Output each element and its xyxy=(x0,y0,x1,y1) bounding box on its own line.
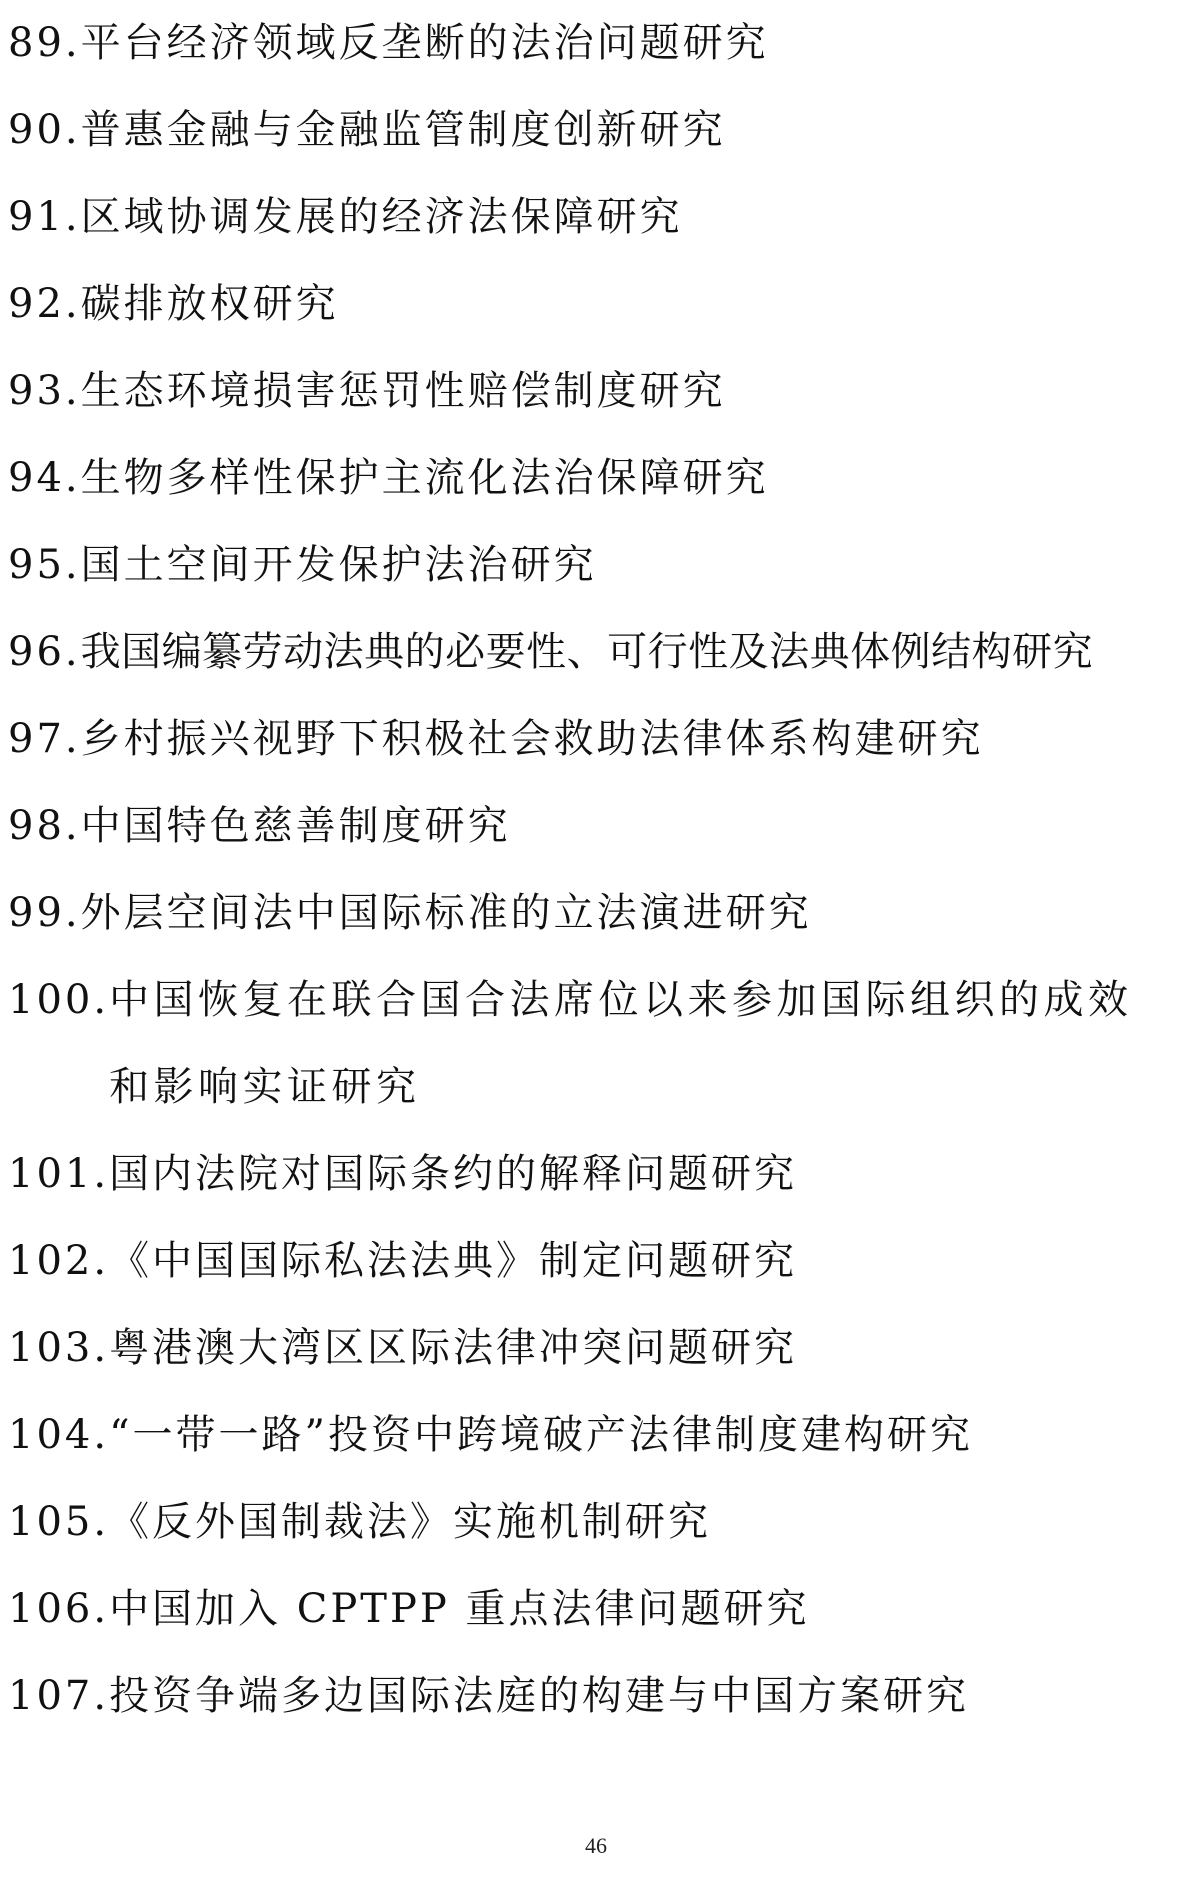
item-text: 国内法院对国际条约的解释问题研究 xyxy=(109,1151,798,1197)
list-item xyxy=(8,1392,1188,1479)
item-number: 96. xyxy=(8,629,81,675)
item-number: 89. xyxy=(8,20,81,66)
item-text: 我国编纂劳动法典的必要性、可行性及法典体例结构研究 xyxy=(80,629,1094,675)
list-item xyxy=(8,870,1188,957)
item-text: 投资争端多边国际法庭的构建与中国方案研究 xyxy=(109,1673,970,1719)
list-item xyxy=(8,87,1188,174)
list-item xyxy=(8,609,1188,696)
item-number: 93. xyxy=(8,368,81,414)
list-item xyxy=(8,522,1188,609)
item-number: 102. xyxy=(8,1238,110,1284)
item-number: 101. xyxy=(8,1151,110,1197)
item-text: 中国特色慈善制度研究 xyxy=(80,803,511,849)
item-text: 普惠金融与金融监管制度创新研究 xyxy=(80,107,726,153)
item-text: 中国恢复在联合国合法席位以来参加国际组织的成效和影响实证研究 xyxy=(109,977,1133,1110)
item-number: 92. xyxy=(8,281,81,327)
page-number: 46 xyxy=(585,1833,607,1858)
item-number: 103. xyxy=(8,1325,110,1371)
item-number: 104. xyxy=(8,1412,110,1458)
item-text: 中国加入 CPTPP 重点法律问题研究 xyxy=(109,1586,810,1632)
item-number: 91. xyxy=(8,194,81,240)
item-text: 粤港澳大湾区区际法律冲突问题研究 xyxy=(109,1325,798,1371)
item-number: 97. xyxy=(8,716,81,762)
item-number: 100. xyxy=(8,977,110,1023)
item-text: 平台经济领域反垄断的法治问题研究 xyxy=(80,20,769,66)
item-number: 107. xyxy=(8,1673,110,1719)
item-number: 99. xyxy=(8,890,81,936)
list-item xyxy=(8,1479,1188,1566)
topic-list xyxy=(8,0,1188,1740)
item-number: 95. xyxy=(8,542,81,588)
list-item xyxy=(8,1305,1188,1392)
item-number: 105. xyxy=(8,1499,110,1545)
item-number: 98. xyxy=(8,803,81,849)
item-text: 生物多样性保护主流化法治保障研究 xyxy=(80,455,769,501)
item-text: 外层空间法中国际标准的立法演进研究 xyxy=(80,890,812,936)
list-item xyxy=(8,174,1188,261)
item-text: “一带一路”投资中跨境破产法律制度建构研究 xyxy=(109,1412,973,1458)
item-text: 国土空间开发保护法治研究 xyxy=(80,542,597,588)
item-number: 106. xyxy=(8,1586,110,1632)
list-item xyxy=(8,0,1188,87)
item-text: 《中国国际私法法典》制定问题研究 xyxy=(109,1238,798,1284)
item-number: 94. xyxy=(8,455,81,501)
list-item xyxy=(8,435,1188,522)
list-item xyxy=(8,957,1188,1131)
item-text: 乡村振兴视野下积极社会救助法律体系构建研究 xyxy=(80,716,984,762)
list-item xyxy=(8,1653,1188,1740)
item-text: 碳排放权研究 xyxy=(80,281,339,327)
item-text: 《反外国制裁法》实施机制研究 xyxy=(109,1499,712,1545)
list-item xyxy=(8,1131,1188,1218)
list-item xyxy=(8,783,1188,870)
list-item xyxy=(8,1218,1188,1305)
item-text: 生态环境损害惩罚性赔偿制度研究 xyxy=(80,368,726,414)
list-item xyxy=(8,348,1188,435)
list-item xyxy=(8,696,1188,783)
list-item xyxy=(8,261,1188,348)
item-text: 区域协调发展的经济法保障研究 xyxy=(80,194,683,240)
item-number: 90. xyxy=(8,107,81,153)
list-item xyxy=(8,1566,1188,1653)
